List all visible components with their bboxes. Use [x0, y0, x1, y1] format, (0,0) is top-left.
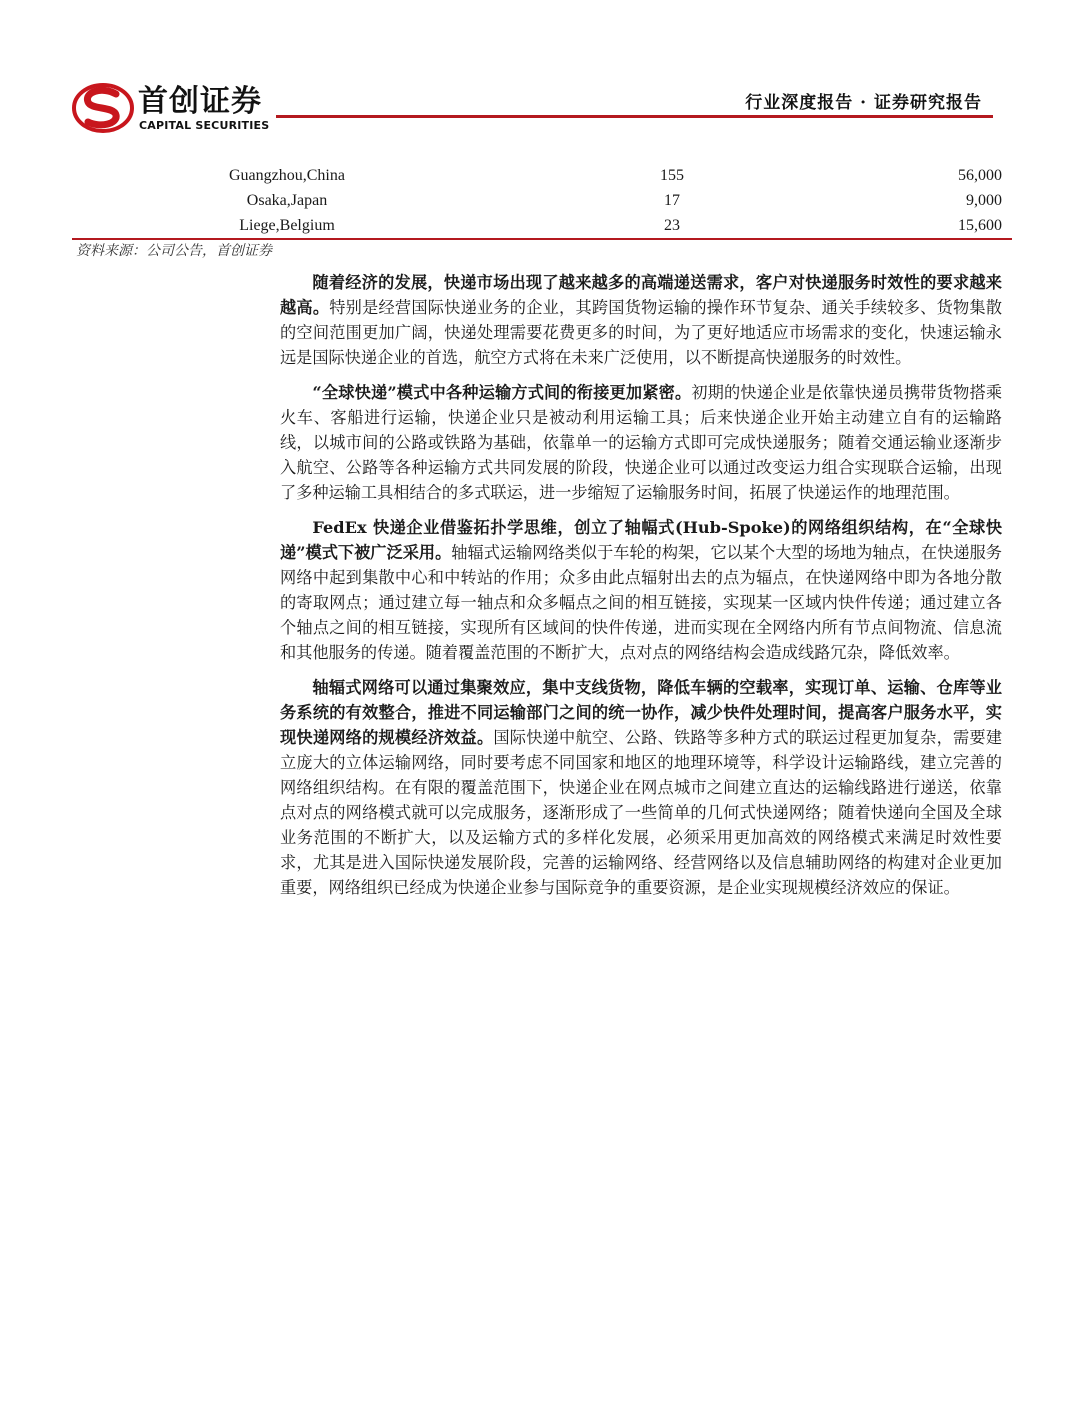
paragraph-text: 初期的快递企业是依靠快递员携带货物搭乘火车、客船进行运输，快递企业只是被动利用运输工具；后来快递企业开始主动建立自有的运输路线，以城市间的公路或铁路为基础，依靠单一的运输方式即可完成快递服务；随着交通运输业逐渐步入航空、公路等各种运输方式共同发展的阶段，快递企业可以通过改变运力组合实现联合运输，出现了多种运输工具相结合的多式联运，进一步缩短了运输服务时间，拓展了快递运作的地理范围。 [280, 383, 1003, 502]
report-body [280, 270, 1002, 910]
brand-name-cn: 首创证券 [138, 84, 262, 119]
table-cell-value: 155 [660, 167, 684, 184]
table-cell-city: Guangzhou,China [229, 167, 345, 184]
table-cell-value: 15,600 [958, 217, 1002, 234]
data-table [72, 163, 1012, 238]
paragraph-text: 轴辐式运输网络类似于车轮的构架，它以某个大型的场地为轴点，在快递服务网络中起到集散中心和中转站的作用；众多由此点辐射出去的点为辐点，在快递网络中即为各地分散的寄取网点；通过建立每一轴点和众多幅点之间的相互链接，实现某一区域内快件传递；通过建立各个轴点之间的相互链接，实现所有区域间的快件传递，进而实现在全网络内所有节点间物流、信息流和其他服务的传递。随着覆盖范围的不断扩大，点对点的网络结构会造成线路冗杂，降低效率。 [280, 543, 1002, 662]
table-row [72, 213, 1012, 238]
table-row [72, 188, 1012, 213]
paragraph-lead: FedEx 快递企业借鉴拓扑学思维，创立了轴幅式(Hub-Spoke)的网络组织结构，在“全球快递”模式下被广泛采用。 [280, 518, 1002, 562]
paragraph [280, 515, 1002, 665]
paragraph-lead: 随着经济的发展，快递市场出现了越来越多的高端递送需求，客户对快递服务时效性的要求越来越高。 [280, 273, 1002, 317]
table-source-note: 资料来源：公司公告，首创证券 [76, 243, 272, 259]
table-cell-value: 9,000 [966, 192, 1002, 209]
paragraph [280, 675, 1002, 900]
brand-name-en: CAPITAL SECURITIES [139, 119, 270, 132]
paragraph [280, 380, 1002, 505]
table-cell-value: 23 [664, 217, 680, 234]
table-row [72, 163, 1012, 188]
table-cell-value: 56,000 [958, 167, 1002, 184]
header-divider [276, 115, 993, 118]
report-type-label: 行业深度报告 · 证券研究报告 [745, 93, 982, 113]
paragraph-text: 特别是经营国际快递业务的企业，其跨国货物运输的操作环节复杂、通关手续较多、货物集散的空间范围更加广阔，快递处理需要花费更多的时间，为了更好地适应市场需求的变化，快速运输永远是国际快递企业的首选，航空方式将在未来广泛使用，以不断提高快递服务的时效性。 [280, 298, 1003, 367]
paragraph [280, 270, 1002, 370]
paragraph-lead: “全球快递”模式中各种运输方式间的衔接更加紧密。 [312, 383, 692, 402]
paragraph-lead: 轴辐式网络可以通过集聚效应，集中支线货物，降低车辆的空载率，实现订单、运输、仓库等业务系统的有效整合，推进不同运输部门之间的统一协作，减少快件处理时间，提高客户服务水平，实现快递网络的规模经济效益。 [280, 678, 1002, 747]
table-cell-city: Liege,Belgium [239, 217, 335, 234]
table-cell-value: 17 [664, 192, 680, 209]
capital-securities-logo-icon [72, 82, 134, 134]
table-cell-city: Osaka,Japan [246, 192, 328, 209]
page-header [0, 0, 1080, 140]
paragraph-text: 国际快递中航空、公路、铁路等多种方式的联运过程更加复杂，需要建立庞大的立体运输网络，同时要考虑不同国家和地区的地理环境等，科学设计运输路线，建立完善的网络组织结构。在有限的覆盖范围下，快递企业在网点城市之间建立直达的运输线路进行递送，依靠点对点的网络模式就可以完成服务，逐渐形成了一些简单的几何式快递网络；随着快递向全国及全球业务范围的不断扩大，以及运输方式的多样化发展，必须采用更加高效的网络模式来满足时效性要求，尤其是进入国际快递发展阶段，完善的运输网络、经营网络以及信息辅助网络的构建对企业更加重要，网络组织已经成为快递企业参与国际竞争的重要资源，是企业实现规模经济效应的保证。 [280, 728, 1003, 897]
